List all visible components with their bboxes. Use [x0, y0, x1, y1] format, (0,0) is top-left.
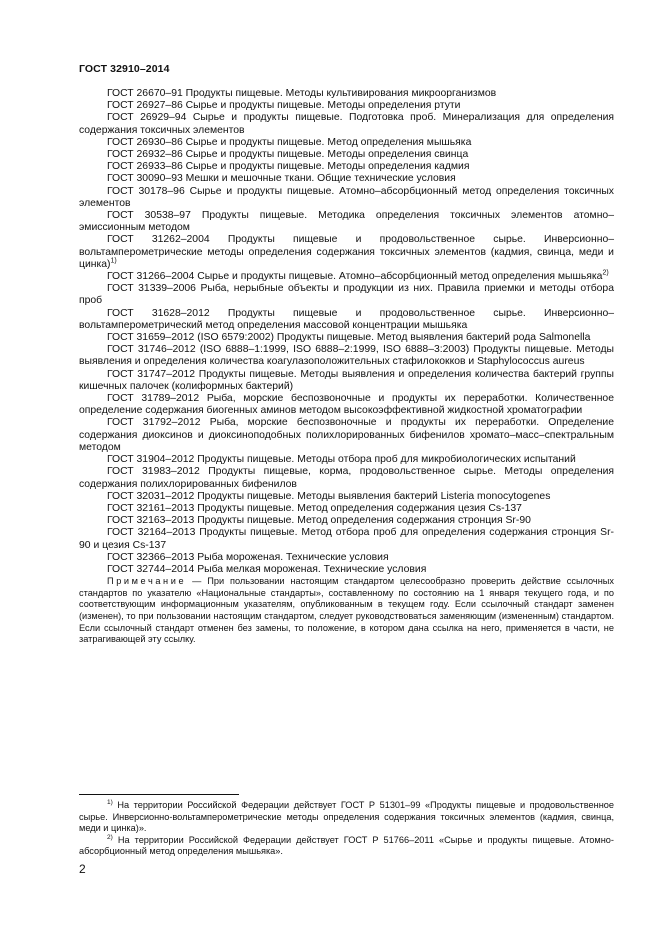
reference-item: ГОСТ 32031–2012 Продукты пищевые. Методы выявления бактерий Listeria monocytogenes [107, 490, 551, 502]
page-header: ГОСТ 32910–2014 [79, 63, 170, 75]
reference-item: ГОСТ 32164–2013 Продукты пищевые. Метод отбора проб для определения содержания стронция Sr-90 и цезия Cs-137 [79, 527, 614, 551]
reference-item: ГОСТ 31983–2012 Продукты пищевые, корма, продовольственное сырье. Методы определения содержания полихлорированных бифенилов [79, 466, 614, 490]
reference-item: ГОСТ 31904–2012 Продукты пищевые. Методы отбора проб для микробиологических испытаний [107, 454, 576, 466]
reference-item: ГОСТ 30538–97 Продукты пищевые. Методика определения токсичных элементов атомно–эмиссионным методом [79, 210, 614, 234]
reference-item: ГОСТ 31789–2012 Рыба, морские беспозвоночные и продукты их переработки. Количественное определение содержания биогенных аминов методом высокоэффективной жидкостной хроматографии [79, 393, 614, 417]
reference-item: ГОСТ 26927–86 Сырье и продукты пищевые. Методы определения ртути [107, 100, 461, 112]
reference-item: ГОСТ 31628–2012 Продукты пищевые и продовольственное сырье. Инверсионно–вольтамперометрический метод определения массовой концентрации мышьяка [79, 307, 614, 331]
footnote-mark: 1) [107, 798, 113, 806]
footnote-marker: 2) [602, 269, 609, 277]
footnote-mark: 2) [107, 833, 113, 841]
reference-item: ГОСТ 31262–2004 Продукты пищевые и продовольственное сырье. Инверсионно–вольтамперометрические методы определения содержания токсичных элементов (кадмия, свинца, меди и цинка)$^{1)}$ [79, 234, 614, 270]
reference-item: ГОСТ 26933–86 Сырье и продукты пищевые. Методы определения кадмия [107, 161, 470, 173]
note-text: — При пользовании настоящим стандартом целесообразно проверить действие ссылочных стандартов по указателю «Национальные стандарты», составленному по состоянию на 1 января текущего года, и по соответствующим информационным указателям, опубликованным в текущем году. Если ссылочный стандарт заменен (изменен), то при пользовании настоящим стандартом, следует руководствоваться заменяющим (измененным) стандартом. Если ссылочный стандарт отменен без замены, то положение, в котором дана ссылка на него, применяется в части, не затрагивающей эту ссылку. [79, 576, 614, 645]
reference-item: ГОСТ 26929–94 Сырье и продукты пищевые. Подготовка проб. Минерализация для определения содержания токсичных элементов [79, 112, 614, 136]
reference-item: ГОСТ 32366–2013 Рыба мороженая. Технические условия [107, 551, 389, 563]
reference-item: ГОСТ 31746–2012 (ISO 6888–1:1999, ISO 6888–2:1999, ISO 6888–3:2003) Продукты пищевые. Методы выявления и определения количества коагулазоположительных стафилококков и Staphylococcus aureus [79, 344, 614, 368]
footnote-item: $^{1)}$ На территории Российской Федерации действует ГОСТ Р 51301–99 «Продукты пищевые и продовольственное сырье. Инверсионно-вольтамперометрические методы определения содержания токсичных элементов (кадмия, свинца, меди и цинка)». [79, 798, 614, 834]
reference-item: ГОСТ 31339–2006 Рыба, нерыбные объекты и продукции из них. Правила приемки и методы отбора проб [79, 283, 614, 307]
reference-item: ГОСТ 26932–86 Сырье и продукты пищевые. Методы определения свинца [107, 149, 469, 161]
reference-item: ГОСТ 32744–2014 Рыба мелкая мороженая. Технические условия [107, 563, 427, 575]
reference-item: ГОСТ 30090–93 Мешки и мешочные ткани. Общие технические условия [107, 173, 456, 185]
note-paragraph [79, 576, 614, 646]
footnote-divider [79, 794, 239, 795]
reference-item: ГОСТ 31266–2004 Сырье и продукты пищевые. Атомно–абсорбционный метод определения мышьяка$^{2)}$ [107, 269, 609, 283]
reference-item: ГОСТ 26930–86 Сырье и продукты пищевые. Метод определения мышьяка [107, 136, 472, 148]
footnotes [79, 800, 614, 858]
reference-item: ГОСТ 32161–2013 Продукты пищевые. Метод определения содержания цезия Cs-137 [107, 502, 522, 514]
normative-references [79, 88, 614, 646]
reference-item: ГОСТ 26670–91 Продукты пищевые. Методы культивирования микроорганизмов [107, 88, 497, 99]
footnote-item: $^{2)}$ На территории Российской Федерации действует ГОСТ Р 51766–2011 «Сырье и продукты пищевые. Атомно-абсорбционный метод определения мышьяка». [79, 833, 614, 857]
reference-item: ГОСТ 30178–96 Сырье и продукты пищевые. Атомно–абсорбционный метод определения токсичных элементов [79, 185, 614, 209]
footnote-marker: 1) [110, 257, 117, 265]
page-number: 2 [79, 862, 86, 876]
reference-item: ГОСТ 31747–2012 Продукты пищевые. Методы выявления и определения количества бактерий группы кишечных палочек (колиформных бактерий) [79, 368, 614, 392]
note-label: Примечание [107, 576, 187, 587]
reference-item: ГОСТ 31792–2012 Рыба, морские беспозвоночные и продукты их переработки. Определение содержания диоксинов и диоксиноподобных полихлорированных бифенилов хромато–масс–спектральным методом [79, 417, 614, 453]
reference-item: ГОСТ 31659–2012 (ISO 6579:2002) Продукты пищевые. Метод выявления бактерий рода Salmonella [107, 332, 591, 344]
reference-item: ГОСТ 32163–2013 Продукты пищевые. Метод определения содержания стронция Sr-90 [107, 515, 531, 527]
